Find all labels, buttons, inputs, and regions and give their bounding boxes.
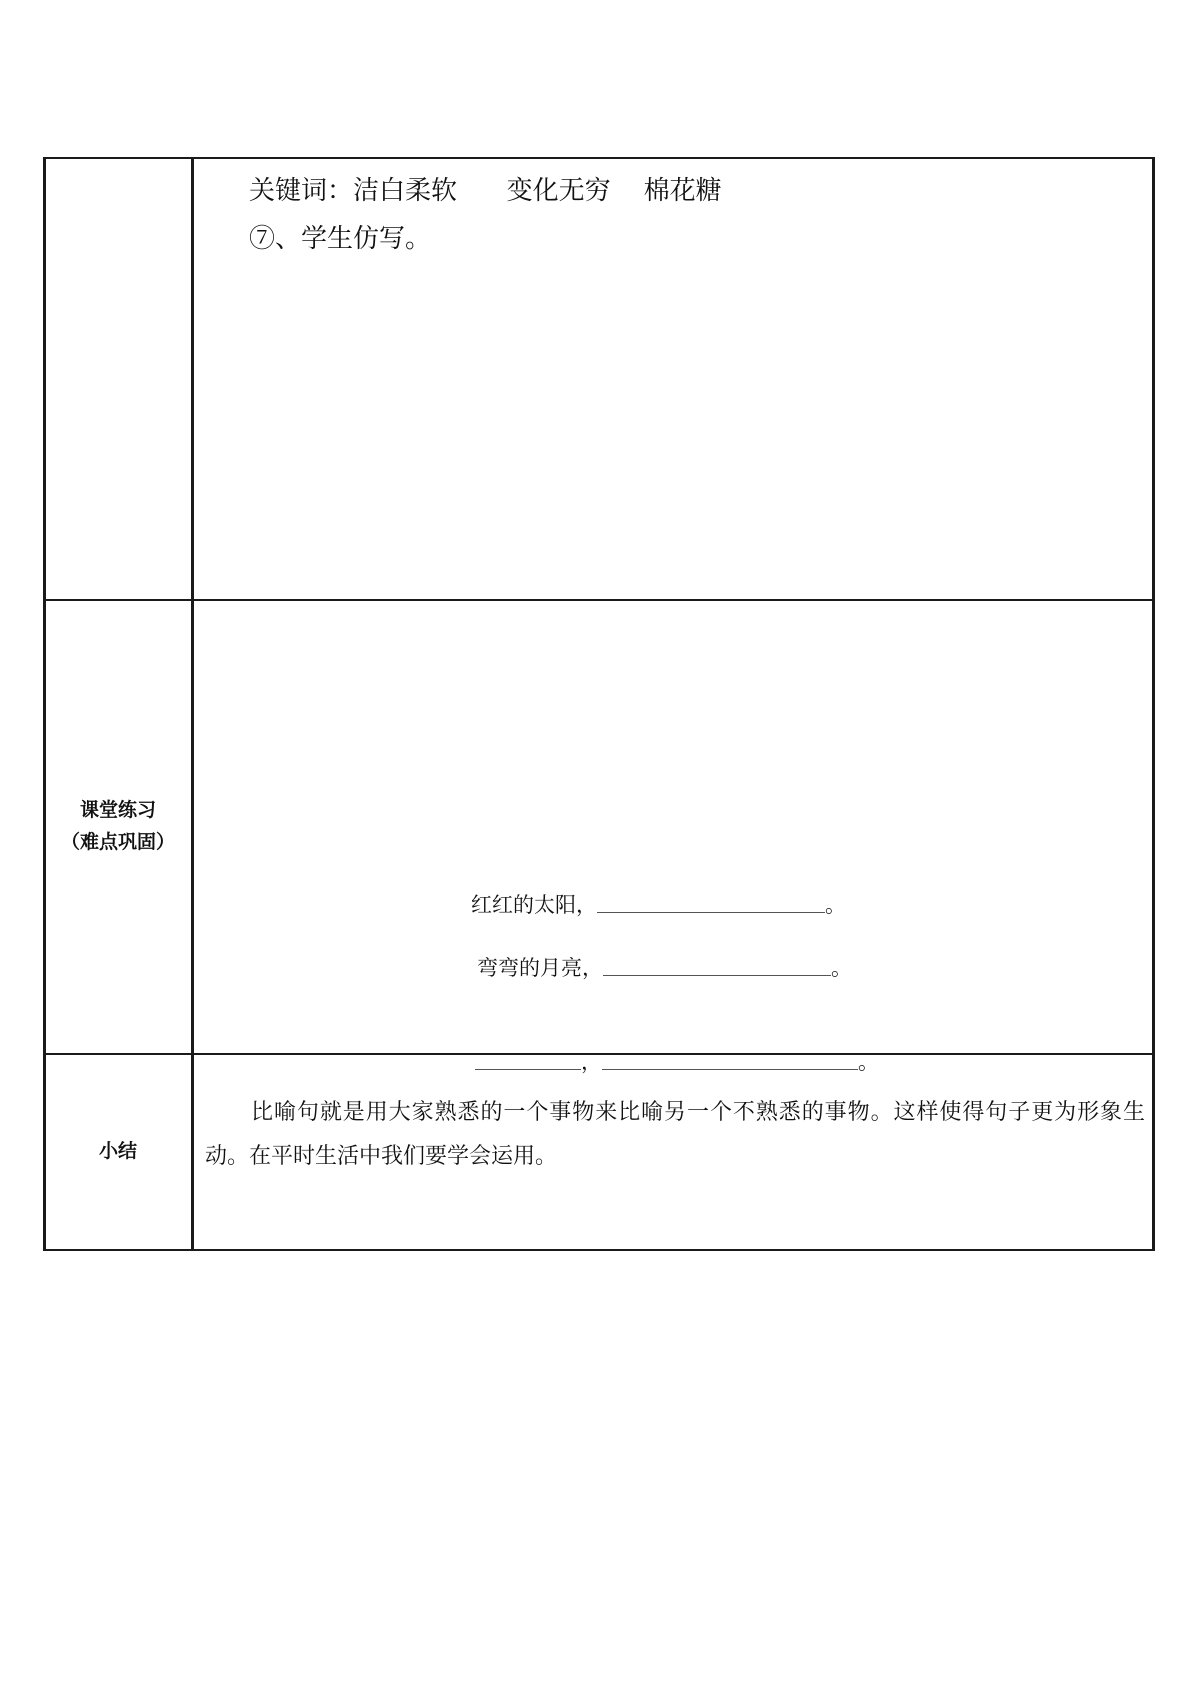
exercise-end-mark: 。 <box>858 1050 879 1074</box>
table-row <box>43 157 1155 599</box>
table-row <box>43 599 1155 1074</box>
fill-in-blank[interactable] <box>597 911 825 913</box>
exercise-separator: ， <box>581 1050 602 1074</box>
exercise-prefix: 弯弯的月亮， <box>477 956 603 980</box>
row-label-empty <box>43 157 193 599</box>
exercise-sentence-1 <box>471 889 846 919</box>
row-label <box>43 599 193 1053</box>
row-label-title: 课堂练习 <box>79 799 156 821</box>
exercise-end-mark: 。 <box>831 956 852 980</box>
exercise-prefix: 红红的太阳， <box>471 893 597 917</box>
table-row <box>43 1053 1155 1249</box>
exercise-area <box>193 599 1155 1074</box>
row-content <box>193 167 1155 263</box>
exercise-end-mark: 。 <box>825 893 846 917</box>
row-label-subtitle: （难点巩固） <box>60 831 175 853</box>
fill-in-blank[interactable] <box>603 974 831 976</box>
exercise-sentence-2 <box>477 952 852 982</box>
lesson-plan-table <box>43 157 1155 1251</box>
summary-content <box>193 1053 1155 1249</box>
keywords-line: 关键词：洁白柔软 变化无穷 棉花糖 <box>249 176 722 206</box>
row-label <box>43 1053 193 1249</box>
summary-label: 小结 <box>98 1140 137 1162</box>
table-bottom-border <box>43 1249 1155 1251</box>
imitation-writing-step: ⑦、学生仿写。 <box>249 224 432 254</box>
summary-paragraph: 比喻句就是用大家熟悉的一个事物来比喻另一个不熟悉的事物。这样使得句子更为形象生动。在平时生活中我们要学会运用。 <box>205 1100 1145 1169</box>
